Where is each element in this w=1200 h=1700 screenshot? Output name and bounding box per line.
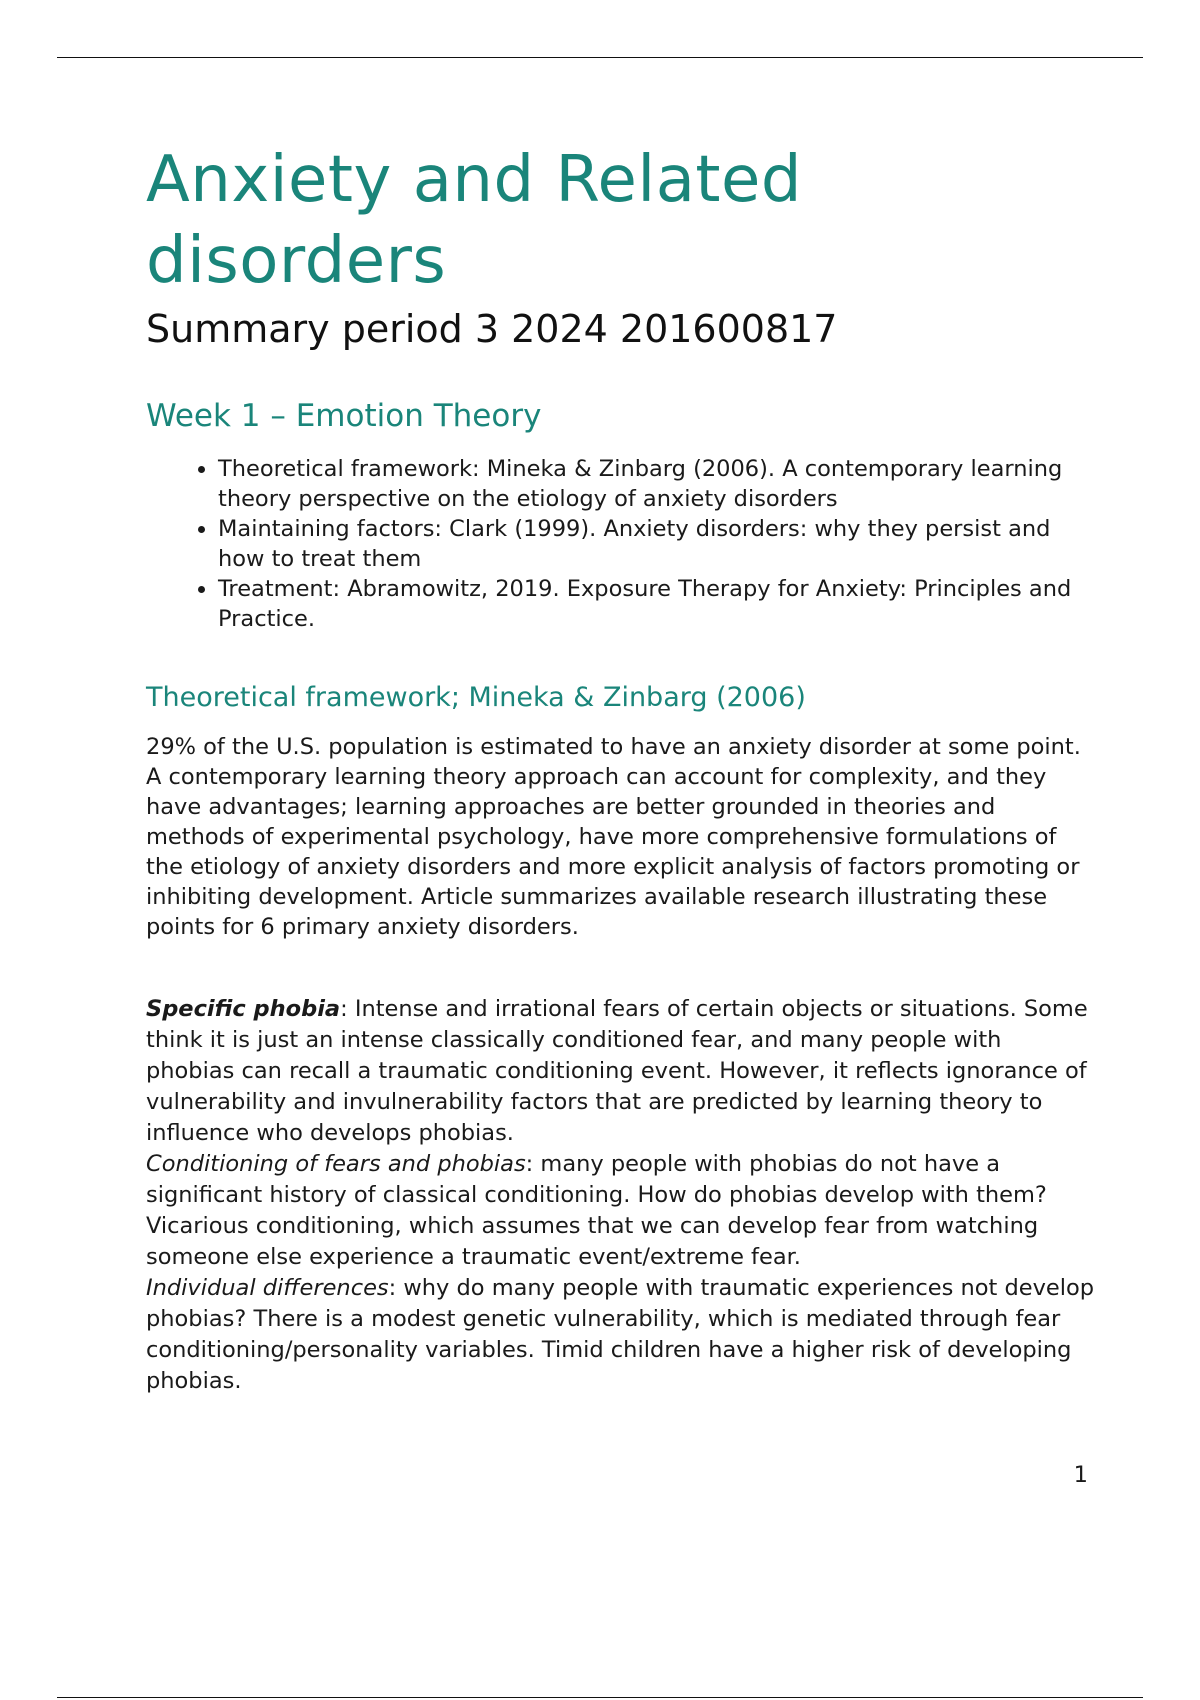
top-rule [57,57,1143,58]
week-heading: Week 1 – Emotion Theory [146,398,542,434]
list-item: • Maintaining factors: Clark (1999). Anxiety disorders: why they persist and how to treat them [218,514,1096,574]
specific-phobia-text: : Intense and irrational fears of certain objects or situations. Some think it is just an intense classically conditioned fear, and many people with phobias can recall a traumatic conditioning event. However, it reflects ignorance of vulnerability and invulnerability factors that are predicted by learning theory to influence who develops phobias. [146,996,1088,1146]
list-item: • Theoretical framework: Mineka & Zinbarg (2006). A contemporary learning theory perspective on the etiology of anxiety disorders [218,454,1096,514]
list-item: • Treatment: Abramowitz, 2019. Exposure Therapy for Anxiety: Principles and Practice. [218,574,1096,634]
individual-differences-term: Individual differences [146,1275,389,1301]
intro-paragraph: 29% of the U.S. population is estimated to have an anxiety disorder at some point. A contemporary learning theory approach can account for complexity, and they have advantages; learning approaches are better grounded in theories and methods of experimental psychology, have more comprehensive formulations of the etiology of anxiety disorders and more explicit analysis of factors promoting or inhibiting development. Article summarizes available research illustrating these points for 6 primary anxiety disorders. [146,734,1081,940]
specific-phobia-term: Specific phobia [146,996,341,1022]
bottom-rule [57,1697,1143,1698]
document-subtitle: Summary period 3 2024 201600817 [146,307,838,351]
document-page [146,140,1096,1397]
reading-list [146,454,1096,634]
conditioning-term: Conditioning of fears and phobias [146,1151,526,1177]
page-number: 1 [1073,1462,1088,1488]
phobia-paragraph [146,994,1096,1397]
section-heading: Theoretical framework; Mineka & Zinbarg (2006) [146,682,806,713]
individual-differences-text: : why do many people with traumatic experiences not develop phobias? There is a modest genetic vulnerability, which is mediated through fear conditioning/personality variables. Timid children have a higher risk of developing phobias. [146,1275,1095,1394]
document-title: Anxiety and Related disorders [146,143,802,298]
conditioning-text: : many people with phobias do not have a significant history of classical conditioning. How do phobias develop with them? Vicarious conditioning, which assumes that we can develop fear from watching someone else experience a traumatic event/extreme fear. [146,1151,1047,1270]
